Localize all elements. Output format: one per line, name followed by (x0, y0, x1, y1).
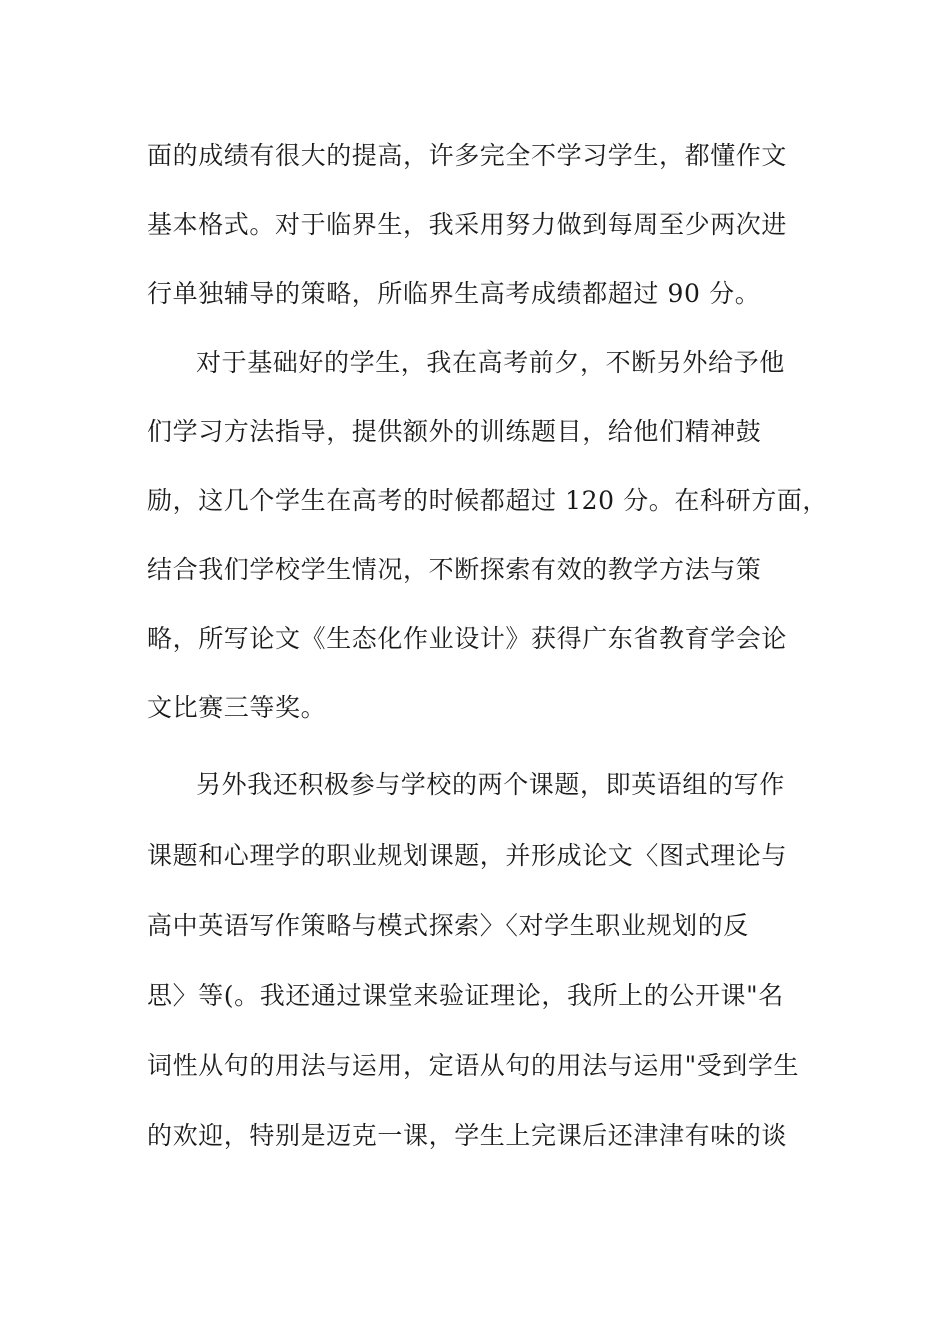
text-line: 们学习方法指导，提供额外的训练题目，给他们精神鼓 (147, 417, 762, 446)
text-line: 基本格式。对于临界生，我采用努力做到每周至少两次进 (147, 210, 788, 239)
text-line: 高中英语写作策略与模式探索〉〈对学生职业规划的反 (147, 911, 749, 940)
text-line: 对于基础好的学生，我在高考前夕，不断另外给予他 (196, 348, 785, 377)
text-line: 行单独辅导的策略，所临界生高考成绩都超过 90 分。 (147, 279, 761, 308)
text-line: 词性从句的用法与运用，定语从句的用法与运用"受到学生 (147, 1051, 800, 1080)
text-line: 思〉等(。我还通过课堂来验证理论，我所上的公开课"名 (147, 981, 784, 1010)
text-line: 另外我还积极参与学校的两个课题，即英语组的写作 (196, 770, 785, 799)
text-line: 的欢迎，特别是迈克一课，学生上完课后还津津有味的谈 (147, 1121, 788, 1150)
text-line: 文比赛三等奖。 (147, 693, 327, 722)
text-line: 略，所写论文《生态化作业设计》获得广东省教育学会论 (147, 624, 788, 653)
text-line: 励，这几个学生在高考的时候都超过 120 分。在科研方面， (147, 486, 829, 515)
text-line: 面的成绩有很大的提高，许多完全不学习学生，都懂作文 (147, 141, 788, 170)
text-line: 课题和心理学的职业规划课题，并形成论文〈图式理论与 (147, 841, 788, 870)
text-line: 结合我们学校学生情况，不断探索有效的教学方法与策 (147, 555, 762, 584)
